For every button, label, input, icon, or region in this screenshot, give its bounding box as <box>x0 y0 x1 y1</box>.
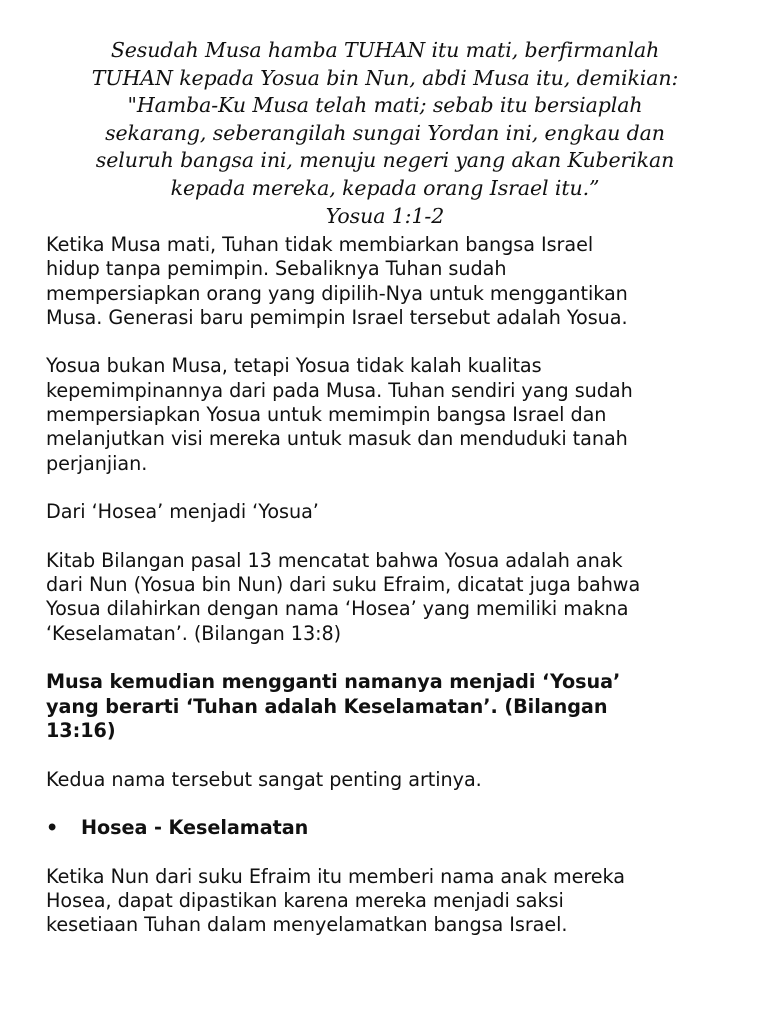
paragraph-4: Kedua nama tersebut sangat penting artinya. <box>46 767 482 791</box>
quote-line: Sesudah Musa hamba TUHAN itu mati, berfirmanlah <box>110 38 660 62</box>
text-line: dari Nun (Yosua bin Nun) dari suku Efraim, dicatat juga bahwa <box>46 573 641 597</box>
text-line: hidup tanpa pemimpin. Sebaliknya Tuhan sudah <box>46 257 507 281</box>
text-line: melanjutkan visi mereka untuk masuk dan menduduki tanah <box>46 427 628 451</box>
text-line: Kitab Bilangan pasal 13 mencatat bahwa Yosua adalah anak <box>46 548 623 572</box>
section-heading: Dari ‘Hosea’ menjadi ‘Yosua’ <box>46 500 319 524</box>
paragraph-3 <box>46 549 736 646</box>
text-line: ‘Keselamatan’. (Bilangan 13:8) <box>46 621 342 645</box>
bold-paragraph <box>46 670 736 743</box>
quote-line: TUHAN kepada Yosua bin Nun, abdi Musa itu, demikian: <box>91 65 679 90</box>
text-line: yang berarti ‘Tuhan adalah Keselamatan’. (Bilangan <box>46 694 608 718</box>
text-line: Hosea, dapat dipastikan karena mereka menjadi saksi <box>46 889 564 913</box>
paragraph-2 <box>46 354 736 475</box>
quote-line: kepada mereka, kepada orang Israel itu.” <box>170 175 600 200</box>
text-line: perjanjian. <box>46 451 148 475</box>
paragraph-1 <box>46 233 736 330</box>
text-line: Yosua dilahirkan dengan nama ‘Hosea’ yang memiliki makna <box>46 597 629 621</box>
text-line: Musa. Generasi baru pemimpin Israel tersebut adalah Yosua. <box>46 305 628 329</box>
text-line: kepemimpinannya dari pada Musa. Tuhan sendiri yang sudah <box>46 378 633 402</box>
quote-reference: Yosua 1:1-2 <box>325 203 445 228</box>
quote-line: "Hamba-Ku Musa telah mati; sebab itu bersiaplah <box>127 93 643 118</box>
text-line: Ketika Musa mati, Tuhan tidak membiarkan bangsa Israel <box>46 233 594 256</box>
text-line: Yosua bukan Musa, tetapi Yosua tidak kalah kualitas <box>46 354 542 378</box>
quote-line: seluruh bangsa ini, menuju negeri yang akan Kuberikan <box>95 148 675 173</box>
text-line: Ketika Nun dari suku Efraim itu memberi nama anak mereka <box>46 864 625 888</box>
bullet-icon: • <box>46 816 59 840</box>
quote-line: sekarang, seberangilah sungai Yordan ini, engkau dan <box>105 120 665 145</box>
scripture-quote <box>40 37 730 230</box>
text-line: Musa kemudian mengganti namanya menjadi ‘Yosua’ <box>46 670 621 694</box>
text-line: 13:16) <box>46 718 116 742</box>
text-line: mempersiapkan orang yang dipilih-Nya untuk menggantikan <box>46 281 628 305</box>
document-body <box>46 233 736 938</box>
bullet-text: Hosea - Keselamatan <box>81 816 309 840</box>
text-line: kesetiaan Tuhan dalam menyelamatkan bangsa Israel. <box>46 913 568 937</box>
paragraph-5 <box>46 865 736 938</box>
text-line: mempersiapkan Yosua untuk memimpin bangsa Israel dan <box>46 403 607 427</box>
bullet-item <box>46 816 736 840</box>
